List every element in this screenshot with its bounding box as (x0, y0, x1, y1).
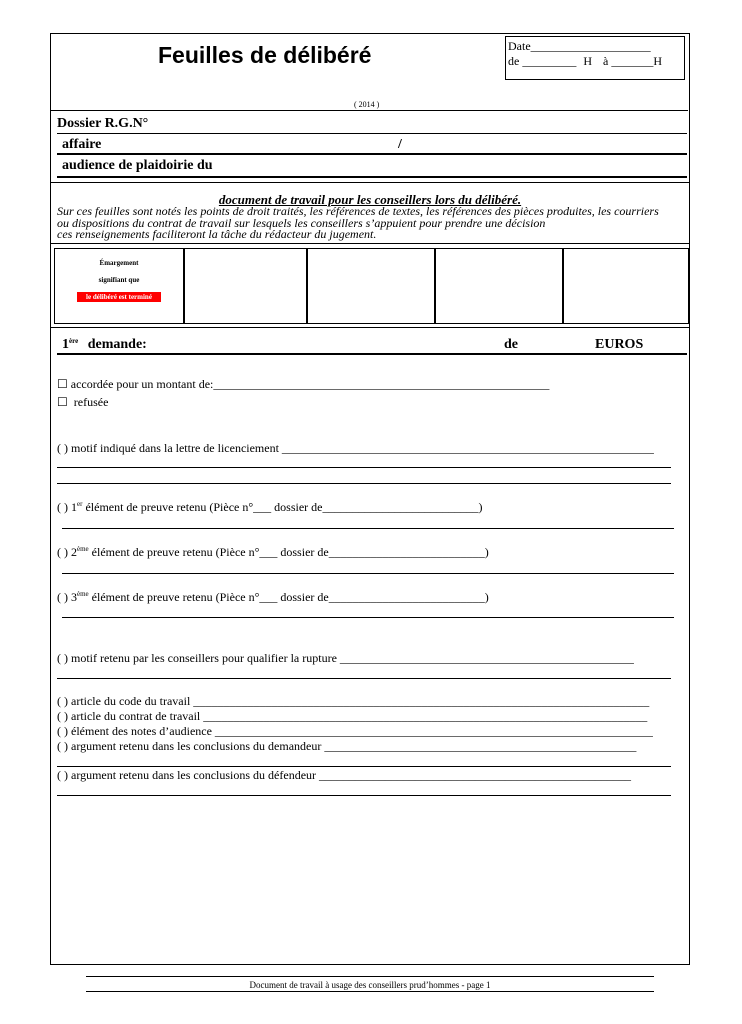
writing-line[interactable] (57, 795, 671, 796)
intro-title: document de travail pour les conseillers lors du délibéré. (218, 192, 522, 207)
writing-line[interactable] (62, 573, 674, 574)
argument-demandeur-field[interactable]: ( ) argument retenu dans les conclusions du demandeur ____________________________________________________ (57, 739, 637, 753)
section-divider (50, 327, 690, 328)
checkbox-icon[interactable]: ☐ (57, 395, 68, 409)
element-3-text: élément de preuve retenu (Pièce n°___ dossier de__________________________) (88, 590, 489, 604)
time-a-label: à (603, 54, 609, 68)
demande-sup: ère (69, 337, 79, 345)
demande-line[interactable] (57, 353, 687, 355)
checkbox-icon[interactable]: ☐ (57, 377, 68, 391)
page-title: Feuilles de délibéré (158, 42, 372, 68)
writing-line[interactable] (57, 766, 671, 767)
demande-heading (62, 337, 147, 353)
signature-line-2: signifiant que (98, 276, 140, 284)
contrat-travail-field[interactable]: ( ) article du contrat de travail __________________________________________________________________________ (57, 709, 648, 723)
demande-number: 1 (62, 337, 69, 352)
accordee-label: accordée pour un montant de:________________________________________________________ (70, 377, 550, 391)
signature-line-1: Émargement (99, 259, 139, 267)
writing-line[interactable] (62, 617, 674, 618)
divider (50, 110, 688, 111)
element-3-sup: ème (77, 590, 89, 598)
signature-box-label (54, 248, 184, 324)
accordee-option[interactable] (57, 377, 549, 392)
element-1-prefix: ( ) 1 (57, 500, 77, 514)
year-label: ( 2014 ) (354, 100, 380, 109)
element-2-field[interactable] (57, 545, 489, 560)
footer-text: Document de travail à usage des conseillers prud’hommes - page 1 (249, 980, 491, 990)
section-divider (50, 243, 690, 244)
element-2-text: élément de preuve retenu (Pièce n°___ dossier de__________________________) (88, 545, 489, 559)
element-1-field[interactable] (57, 500, 483, 515)
writing-line[interactable] (57, 467, 671, 468)
notes-audience-field[interactable]: ( ) élément des notes d’audience _________________________________________________________________________ (57, 724, 653, 738)
signature-box-3[interactable] (435, 248, 563, 324)
refusee-label: refusée (73, 395, 109, 409)
dossier-label: Dossier R.G.N° (57, 116, 149, 131)
motif-rupture-field[interactable]: ( ) motif retenu par les conseillers pour qualifier la rupture _________________________________________________ (57, 651, 634, 665)
writing-line[interactable] (57, 483, 671, 484)
time-row (508, 54, 662, 69)
element-3-prefix: ( ) 3 (57, 590, 77, 604)
refusee-option[interactable] (57, 395, 108, 410)
affaire-slash: / (398, 137, 402, 152)
affaire-line[interactable] (57, 153, 687, 155)
demande-label: demande: (87, 337, 147, 352)
intro-text (57, 206, 689, 241)
dossier-line[interactable] (57, 133, 687, 134)
deliberation-done-badge: le délibéré est terminé (77, 292, 161, 302)
date-box (505, 36, 685, 80)
time-start-field[interactable]: _________ (522, 54, 577, 68)
time-end-field[interactable]: _______ (611, 54, 654, 68)
date-field[interactable]: ____________________ (530, 39, 651, 53)
demande-euros-label: EUROS (595, 337, 644, 352)
element-2-prefix: ( ) 2 (57, 545, 77, 559)
intro-line-1: Sur ces feuilles sont notés les points de droit traités, les références de textes, les références des pièces produites, les courriers (57, 204, 659, 218)
time-prefix: de (508, 54, 520, 68)
writing-line[interactable] (62, 528, 674, 529)
element-1-sup: er (77, 500, 83, 508)
footer-rule-bottom (86, 991, 654, 992)
date-row (508, 39, 651, 54)
date-label: Date (508, 39, 531, 53)
element-1-text: élément de preuve retenu (Pièce n°___ dossier de__________________________) (82, 500, 483, 514)
section-divider (50, 182, 690, 183)
element-3-field[interactable] (57, 590, 489, 605)
affaire-label: affaire (62, 137, 102, 152)
argument-defendeur-field[interactable]: ( ) argument retenu dans les conclusions du défendeur ____________________________________________________ (57, 768, 632, 782)
audience-label: audience de plaidoirie du (62, 158, 213, 173)
time-h2-label: H (653, 54, 662, 68)
motif-licenciement-field[interactable]: ( ) motif indiqué dans la lettre de licenciement ______________________________________________________________ (57, 441, 654, 455)
footer-rule-top (86, 976, 654, 977)
signature-box-2[interactable] (307, 248, 435, 324)
demande-de-label: de (504, 337, 518, 352)
code-travail-field[interactable]: ( ) article du code du travail ____________________________________________________________________________ (57, 694, 650, 708)
element-2-sup: ème (77, 545, 89, 553)
signature-box-1[interactable] (184, 248, 307, 324)
intro-line-3: ces renseignements faciliteront la tâche du rédacteur du jugement. (57, 227, 377, 242)
intro-line-2: ou dispositions du contrat de travail sur lesquels les conseillers s’appuient pour prendre une décision (57, 215, 546, 230)
audience-line[interactable] (57, 176, 687, 178)
time-h-label: H (583, 54, 592, 68)
writing-line[interactable] (57, 678, 671, 679)
signature-box-4[interactable] (563, 248, 689, 324)
